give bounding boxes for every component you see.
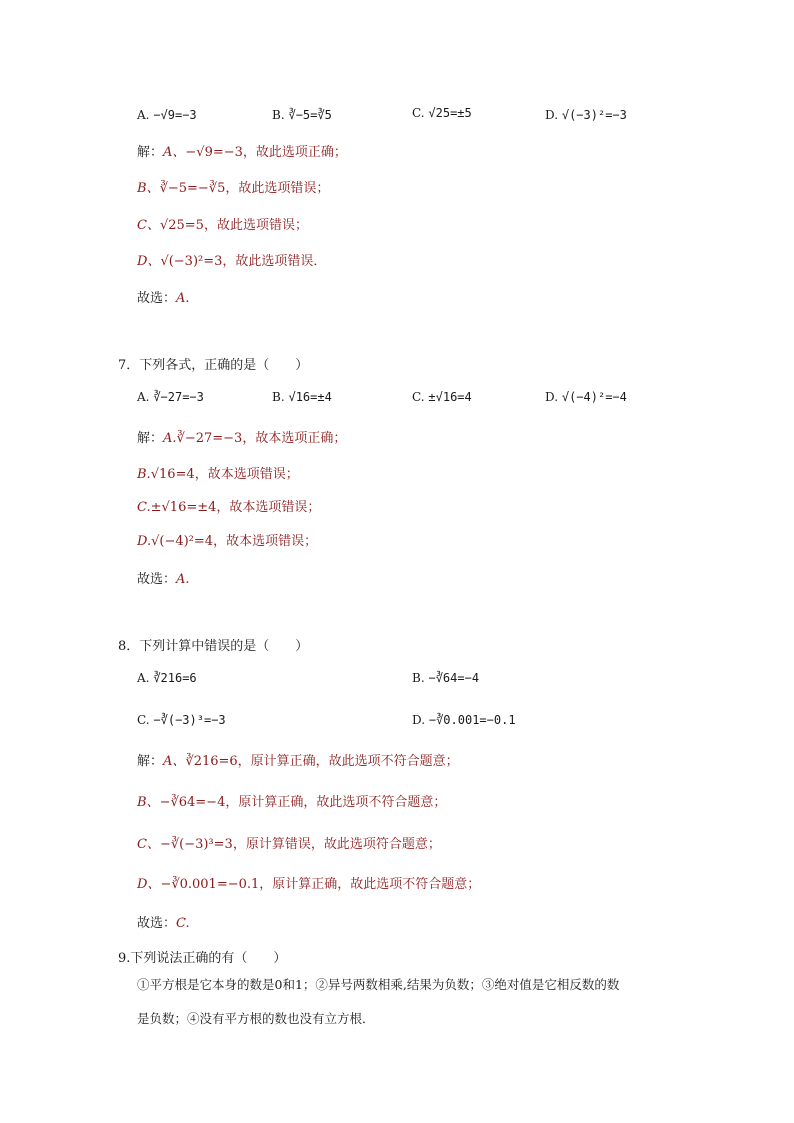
option-expression: −∛0.001=−0.1	[428, 713, 516, 727]
option-label: A.	[137, 108, 150, 122]
q7-answer	[137, 573, 190, 586]
choice-label: A、	[163, 754, 186, 769]
solution-text: ，故本选项错误；	[216, 500, 321, 515]
q9-stem: 9.下列说法正确的有（ ）	[118, 951, 287, 966]
q6-option-d	[545, 108, 627, 122]
solution-intro: 解：	[137, 754, 164, 769]
math-expression: ∛−27=−3	[176, 431, 243, 446]
solution-text: ，原计算错误，故此选项符合题意；	[232, 837, 441, 852]
choice-label: B、	[137, 795, 160, 810]
option-expression: √16=±4	[288, 390, 332, 404]
q6-option-b	[272, 108, 332, 122]
choice-label: A.	[163, 431, 177, 446]
option-label: D.	[412, 713, 426, 727]
q7-solution-b	[137, 468, 299, 481]
q8-option-a	[137, 671, 197, 685]
choice-label: D.	[137, 534, 152, 549]
q8-solution-a	[137, 755, 459, 768]
choice-label: B.	[137, 467, 151, 482]
q9-statements-line-2: 是负数；④没有平方根的数也没有立方根．	[137, 1011, 375, 1026]
math-expression: √(−4)²=4	[151, 534, 214, 549]
option-label: C.	[412, 106, 425, 120]
option-label: D.	[545, 390, 559, 404]
q6-solution-b	[137, 182, 329, 195]
option-expression: √(−4)²=−4	[561, 390, 627, 404]
q8-option-b	[412, 671, 479, 685]
option-expression: −∛(−3)³=−3	[153, 713, 226, 727]
math-expression: √(−3)²=3	[160, 254, 223, 269]
solution-text: ，原计算正确，故此选项不符合题意；	[237, 754, 459, 769]
q6-option-c	[412, 106, 472, 120]
q7-solution-d	[137, 535, 317, 548]
math-expression: √25=5	[159, 218, 204, 233]
solution-text: ，故此选项错误；	[203, 218, 308, 233]
answer-prefix: 故选：	[137, 572, 177, 587]
option-label: A.	[137, 390, 150, 404]
choice-label: C、	[137, 218, 160, 233]
q9-statements-line-1: ①平方根是它本身的数是0和1；②异号两数相乘,结果为负数；③绝对值是它相反数的数	[137, 977, 620, 992]
math-expression: √16=4	[150, 467, 195, 482]
option-expression: √(−3)²=−3	[561, 108, 627, 122]
q6-solution-c	[137, 219, 308, 232]
option-expression: ∛−27=−3	[153, 390, 204, 404]
solution-intro: 解：	[137, 431, 164, 446]
option-label: B.	[412, 671, 425, 685]
answer-value: C.	[176, 916, 190, 931]
math-expression: −∛64=−4	[159, 795, 226, 810]
option-label: A.	[137, 671, 150, 685]
choice-label: D、	[137, 254, 161, 269]
solution-text: ，原计算正确，故此选项不符合题意；	[225, 795, 447, 810]
option-expression: ∛−5=∛5	[288, 108, 332, 122]
option-label: C.	[137, 713, 150, 727]
math-expression: ∛216=6	[185, 754, 238, 769]
answer-prefix: 故选：	[137, 291, 177, 306]
solution-text: ，故本选项错误；	[194, 467, 299, 482]
solution-text: ，故此选项错误．	[222, 254, 327, 269]
math-expression: ∛−5=−∛5	[159, 181, 226, 196]
q8-stem: 8．下列计算中错误的是（ ）	[118, 639, 309, 654]
q8-option-c	[137, 713, 226, 727]
solution-text: ，故此选项错误；	[225, 181, 330, 196]
q8-option-d	[412, 713, 516, 727]
math-expression: −∛(−3)³=3	[159, 837, 233, 852]
q6-solution-d	[137, 255, 326, 268]
choice-label: A、	[163, 145, 186, 160]
option-label: D.	[545, 108, 559, 122]
q7-option-d	[545, 390, 627, 404]
solution-text: ，故此选项正确；	[242, 145, 347, 160]
math-expression: ±√16=±4	[150, 500, 217, 515]
choice-label: D、	[137, 877, 161, 892]
q7-stem: 7．下列各式，正确的是（ ）	[118, 358, 309, 373]
answer-prefix: 故选：	[137, 916, 177, 931]
q7-option-b	[272, 390, 332, 404]
option-label: B.	[272, 108, 285, 122]
solution-text: ，故本选项正确；	[242, 431, 347, 446]
solution-text: ，原计算正确，故此选项不符合题意；	[259, 877, 481, 892]
q7-solution-c	[137, 501, 320, 514]
option-expression: −√9=−3	[153, 108, 197, 122]
option-expression: √25=±5	[428, 106, 472, 120]
math-expression: −√9=−3	[185, 145, 243, 160]
option-label: C.	[412, 390, 425, 404]
q8-solution-d	[137, 878, 480, 891]
option-expression: ±√16=4	[428, 390, 472, 404]
q6-solution-a	[137, 146, 347, 159]
q6-option-a	[137, 108, 197, 122]
q7-option-a	[137, 390, 204, 404]
q8-solution-b	[137, 796, 446, 809]
math-expression: −∛0.001=−0.1	[160, 877, 260, 892]
choice-label: B、	[137, 181, 160, 196]
option-expression: ∛216=6	[153, 671, 197, 685]
choice-label: C.	[137, 500, 151, 515]
q7-solution-a	[137, 432, 346, 445]
q8-solution-c	[137, 838, 441, 851]
q7-option-c	[412, 390, 472, 404]
solution-text: ，故本选项错误；	[213, 534, 318, 549]
option-expression: −∛64=−4	[428, 671, 480, 685]
answer-value: A.	[176, 572, 190, 587]
solution-intro: 解：	[137, 145, 164, 160]
q8-answer	[137, 917, 190, 930]
answer-value: A.	[176, 291, 190, 306]
option-label: B.	[272, 390, 285, 404]
q6-answer	[137, 292, 190, 305]
choice-label: C、	[137, 837, 160, 852]
